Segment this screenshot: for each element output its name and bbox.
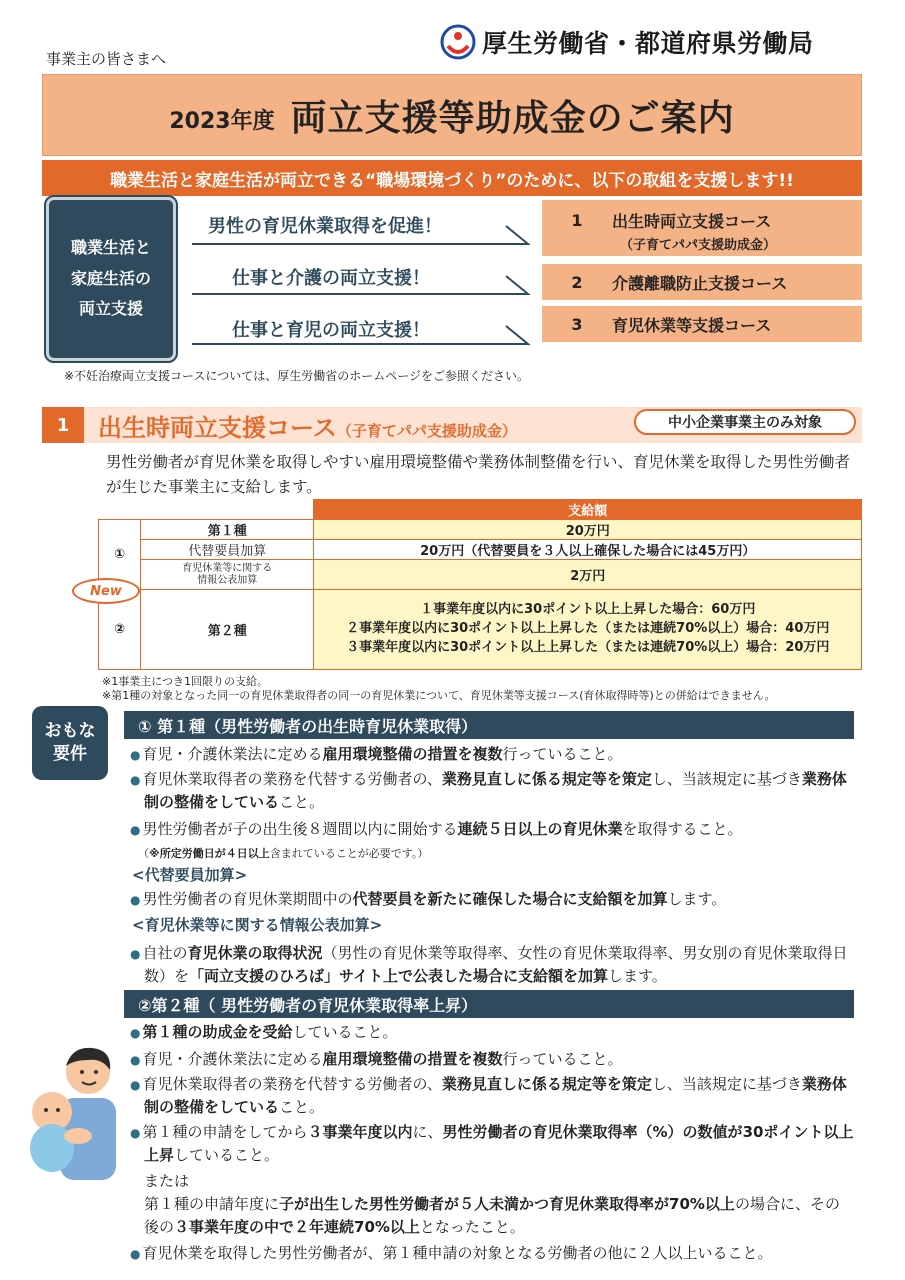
table-header-amount: 支給額: [314, 500, 862, 520]
course-box-3: [542, 306, 862, 342]
bullet-icon: ●: [130, 893, 141, 907]
bullet-icon: ●: [130, 748, 141, 762]
bullet-icon: ●: [130, 1126, 141, 1140]
or-text: または: [144, 1172, 190, 1190]
section-title: [98, 408, 517, 443]
bullet-icon: ●: [130, 823, 141, 837]
sub-heading-replacement: <代替要員加算>: [132, 866, 248, 884]
course-num: 2: [571, 272, 583, 292]
overview-label-line: 職業生活と: [70, 238, 151, 258]
support-item-childcare: 仕事と育児の両立支援！: [232, 320, 430, 341]
intro-banner: 職業生活と家庭生活が両立できる“職場環境づくり”のために、以下の取組を支援します!!: [42, 160, 862, 196]
list-item: ● 育児休業取得者の業務を代替する労働者の、業務見直しに係る規定等を策定し、当該規定に基づき業務体制の整備をしていること。: [130, 1075, 847, 1117]
course-sub: （子育てパパ支援助成金）: [620, 238, 777, 253]
sme-only-badge: 中小企業事業主のみ対象: [634, 409, 856, 435]
group-label: ①: [99, 520, 141, 590]
requirements-badge: おもな 要件: [32, 706, 108, 780]
list-item: ● 第１種の申請をしてから３事業年度以内に、男性労働者の育児休業取得率（%）の数値が30ポイント以上上昇していること。: [130, 1123, 854, 1165]
overview-label-line: 両立支援: [78, 299, 143, 319]
support-item-care: 仕事と介護の両立支援！: [232, 268, 430, 289]
new-badge: New: [72, 578, 140, 604]
section-title-text: 出生時両立支援コース: [98, 414, 337, 442]
support-item-paternity: 男性の育児休業取得を促進！: [208, 216, 442, 237]
bullet-icon: ●: [130, 1053, 141, 1067]
list-item: ● 自社の育児休業の取得状況（男性の育児休業等取得率、女性の育児休業取得率、男女別の育児休業取得日数）を「両立支援のひろば」サイト上で公表した場合に支給額を加算します。: [130, 944, 848, 986]
title-year: 2023年度: [169, 108, 275, 134]
course-num: 1: [571, 210, 583, 230]
course-box-1: [542, 200, 862, 256]
ministry-name: 厚生労働省・都道府県労働局: [482, 29, 814, 58]
row-amount: 2万円: [314, 560, 862, 590]
row-amount-type2: １事業年度以内に30ポイント以上上昇した場合：60万円 ２事業年度以内に30ポイント以上上昇した（または連続70%以上）場合：40万円 ３事業年度以内に30ポイント以上上昇した（または連続70%以上）場合：20万円: [314, 590, 862, 670]
table-row: [99, 540, 862, 560]
section-subtitle: （子育てパパ支援助成金）: [336, 422, 517, 440]
list-item: 第１種の申請年度に子が出生した男性労働者が５人未満かつ育児休業取得率が70%以上の場合に、その後の３事業年度の中で２年連続70%以上となったこと。: [144, 1195, 840, 1237]
list-item: ● 男性労働者が子の出生後８週間以内に開始する連続５日以上の育児休業を取得すること。: [130, 820, 743, 838]
list-item: ● 育児休業取得者の業務を代替する労働者の、業務見直しに係る規定等を策定し、当該規定に基づき業務体制の整備をしていること。: [130, 770, 847, 812]
row-name: 代替要員加算: [141, 540, 314, 560]
table-row: [99, 590, 862, 670]
ministry-header: [440, 24, 814, 60]
row-amount: 20万円（代替要員を３人以上確保した場合には45万円）: [314, 540, 862, 560]
row-name-info-disclosure: 育児休業等に関する 情報公表加算: [141, 560, 314, 590]
row-name: 第１種: [141, 520, 314, 540]
type2-heading: ②第２種（ 男性労働者の育児休業取得率上昇）: [124, 990, 854, 1018]
bullet-icon: ●: [130, 1026, 141, 1040]
section-description: 男性労働者が育児休業を取得しやすい雇用環境整備や業務体制整備を行い、育児休業を取得した男性労働者が生じた事業主に支給します。: [106, 453, 851, 496]
table-row: [99, 520, 862, 540]
list-item: ● 男性労働者の育児休業期間中の代替要員を新たに確保した場合に支給額を加算します。: [130, 890, 727, 908]
list-item: ● 育児・介護休業法に定める雇用環境整備の措置を複数行っていること。: [130, 1050, 623, 1068]
father-baby-illustration: [22, 1040, 122, 1180]
overview-label-line: 家庭生活の: [70, 268, 151, 288]
overview-label-box: [46, 197, 176, 361]
list-item: ● 第１種の助成金を受給していること。: [130, 1023, 398, 1041]
bullet-icon: ●: [130, 773, 141, 787]
course-name: 育児休業等支援コース: [612, 315, 772, 335]
note-working-days: （※所定労働日が４日以上含まれていることが必要です。）: [138, 847, 429, 860]
course-num: 3: [571, 314, 583, 334]
addressee: 事業主の皆さまへ: [46, 50, 167, 68]
title-box: [42, 74, 862, 156]
footnote: ※1事業主につき1回限りの支給。: [102, 675, 268, 688]
list-item: ● 育児・介護休業法に定める雇用環境整備の措置を複数行っていること。: [130, 745, 623, 763]
course-box-2: [542, 264, 862, 300]
ministry-logo-icon: [440, 24, 476, 60]
amount-table: [98, 499, 862, 670]
list-item: ● 育児休業を取得した男性労働者が、第１種申請の対象となる労働者の他に２人以上いること。: [130, 1244, 773, 1262]
row-amount: 20万円: [314, 520, 862, 540]
table-row: [99, 500, 862, 520]
overview-note: ※不妊治療両立支援コースについては、厚生労働省のホームページをご参照ください。: [64, 369, 529, 383]
footnote: ※第1種の対象となった同一の育児休業取得者の同一の育児休業について、育児休業等支援コース(育休取得時等)との併給はできません。: [102, 689, 776, 702]
type1-heading: ① 第１種（男性労働者の出生時育児休業取得）: [124, 711, 854, 739]
course-name: 介護離職防止支援コース: [612, 273, 788, 293]
table-row: [99, 560, 862, 590]
bullet-icon: ●: [130, 1247, 141, 1261]
sub-heading-disclosure: <育児休業等に関する情報公表加算>: [132, 916, 383, 934]
course-name: 出生時両立支援コース: [612, 211, 772, 231]
section-number: 1: [42, 407, 84, 443]
group-label: ②: [99, 590, 141, 670]
bullet-icon: ●: [130, 1078, 141, 1092]
bullet-icon: ●: [130, 947, 141, 961]
page-title: 両立支援等助成金のご案内: [290, 97, 735, 139]
row-name: 第２種: [141, 590, 314, 670]
